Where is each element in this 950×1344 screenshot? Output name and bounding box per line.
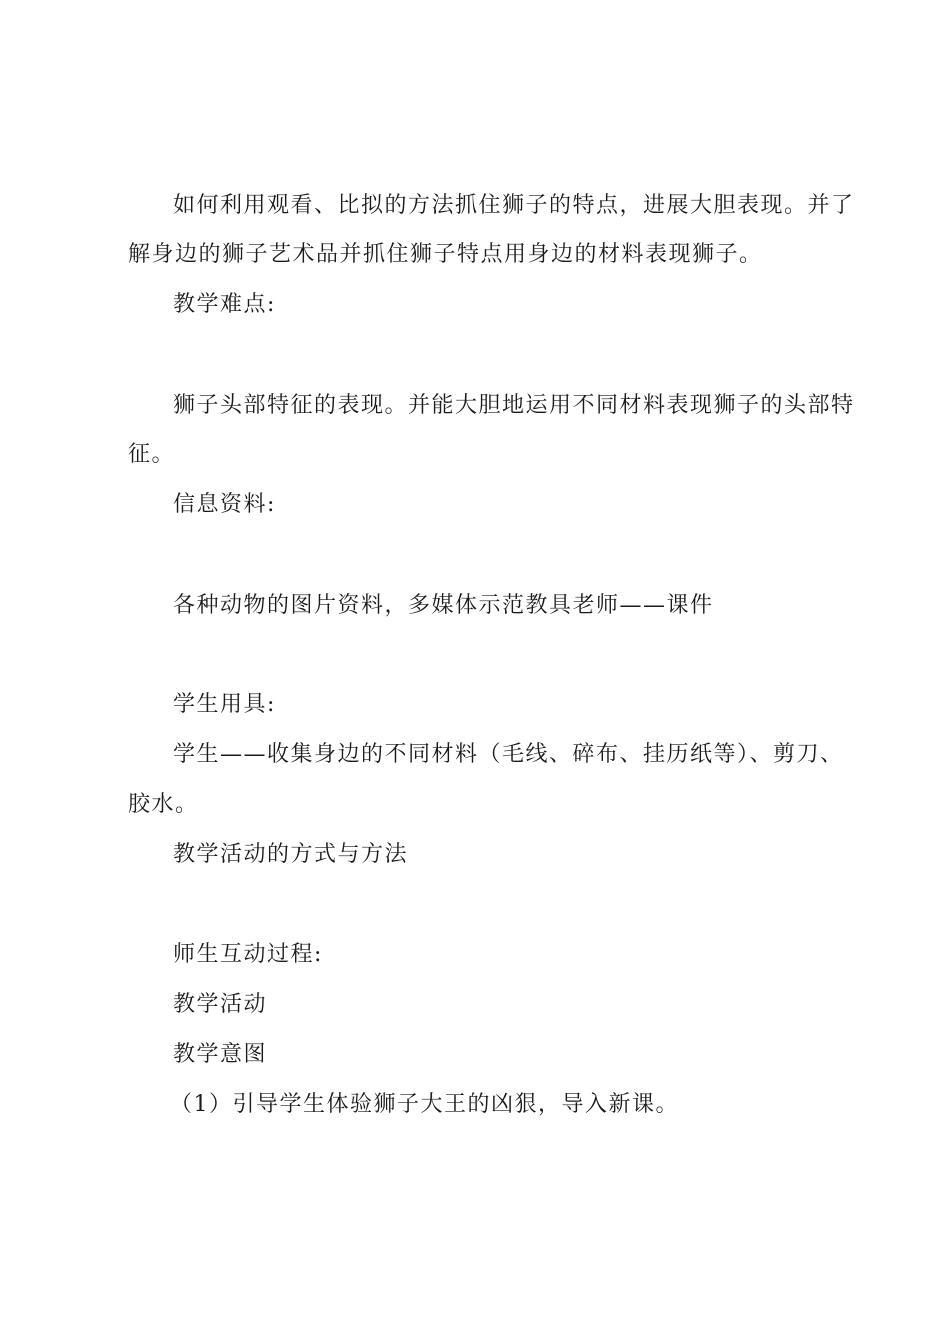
section-heading: 信息资料: [173, 492, 276, 517]
section-heading: 师生互动过程: [173, 942, 323, 967]
section-heading: 学生用具: [173, 692, 276, 717]
paragraph-line: 如何利用观看、比拟的方法抓住狮子的特点，进展大胆表现。并了 [173, 193, 855, 218]
paragraph-line: 征。 [128, 442, 176, 467]
paragraph-line: 狮子头部特征的表现。并能大胆地运用不同材料表现狮子的头部特 [173, 393, 855, 418]
paragraph-line: 学生——收集身边的不同材料（毛线、碎布、挂历纸等）、剪刀、 [173, 742, 844, 767]
section-heading: 教学难点: [173, 292, 276, 317]
table-label: 教学意图 [173, 1042, 268, 1067]
list-item: （1）引导学生体验狮子大王的凶狠，导入新课。 [170, 1092, 679, 1117]
paragraph-line: 各种动物的图片资料，多媒体示范教具老师——课件 [173, 593, 714, 618]
paragraph-line: 胶水。 [128, 792, 199, 817]
section-heading: 教学活动的方式与方法 [173, 842, 409, 867]
table-label: 教学活动 [173, 992, 268, 1017]
paragraph-line: 解身边的狮子艺术品并抓住狮子特点用身边的材料表现狮子。 [128, 242, 763, 267]
